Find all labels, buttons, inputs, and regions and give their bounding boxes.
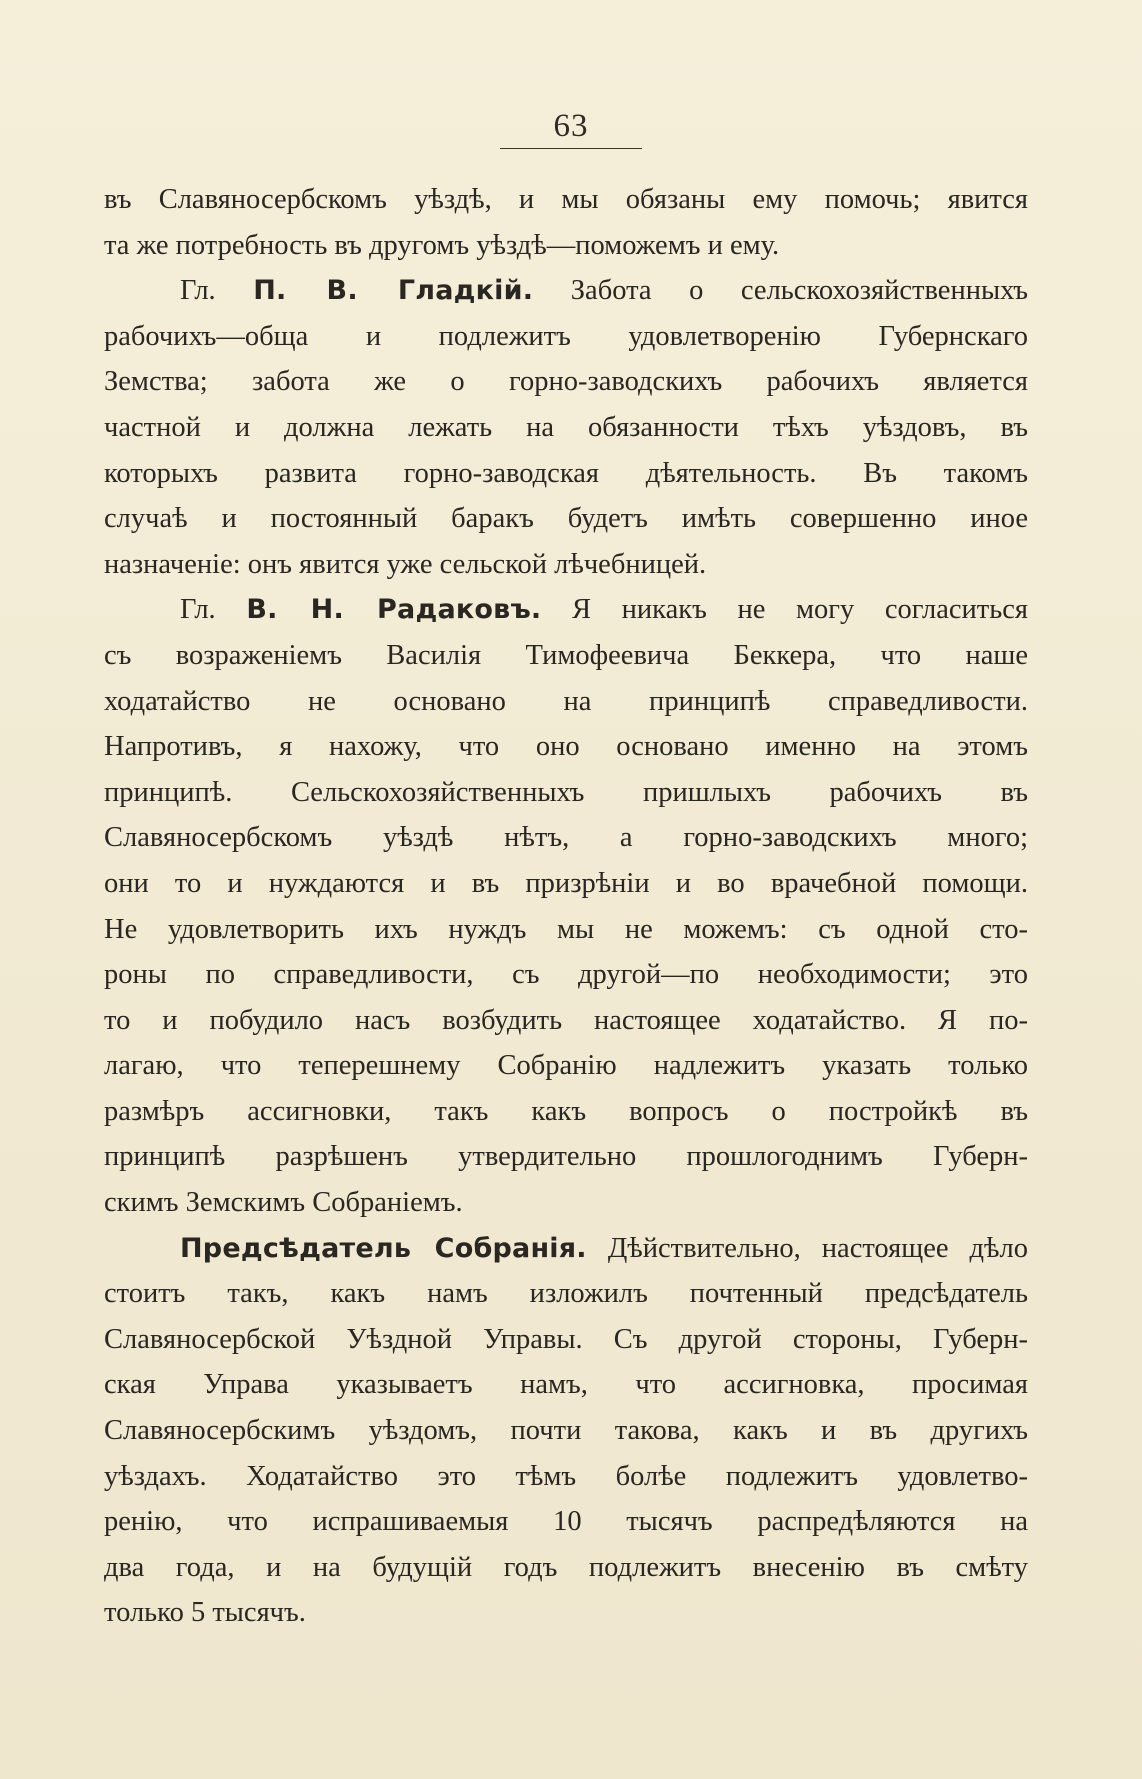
- text-line: въ Славяносербскомъ уѣздѣ, и мы обязаны ему помочь; явится: [104, 184, 1028, 215]
- text-line: [104, 1226, 1028, 1272]
- text-line: та же потребность въ другомъ уѣздѣ—поможемъ и ему.: [104, 229, 780, 261]
- text-line: роны по справедливости, съ другой—по необходимости; это: [104, 959, 1028, 991]
- speech-start: Забота о сельскохозяйственныхъ: [570, 275, 1029, 307]
- text-line: ходатайство не основано на принципѣ справедливости.: [104, 685, 1028, 717]
- text-line: ская Управа указываетъ намъ, что ассигновка, просимая: [104, 1369, 1028, 1401]
- text-line: стоитъ такъ, какъ намъ изложилъ почтенный предсѣдатель: [104, 1278, 1028, 1310]
- text-line: уѣздахъ. Ходатайство это тѣмъ болѣе подлежитъ удовлетво-: [104, 1460, 1028, 1492]
- speaker-prefix: Гл.: [180, 275, 216, 307]
- text-line: размѣръ ассигновки, такъ какъ вопросъ о постройкѣ въ: [104, 1095, 1028, 1127]
- text-line: Славяносербской Уѣздной Управы. Съ другой стороны, Губерн-: [104, 1323, 1028, 1355]
- text-line: Славяносербскимъ уѣздомъ, почти такова, какъ и въ другихъ: [104, 1415, 1028, 1447]
- text-line: Славяносербскомъ уѣздѣ нѣтъ, а горно-заводскихъ много;: [104, 822, 1028, 854]
- text-line: то и побудило насъ возбудить настоящее ходатайство. Я по-: [104, 1004, 1028, 1036]
- page-number-rule: [500, 148, 642, 149]
- page-number: 63: [553, 108, 589, 144]
- text-line: рабочихъ—обща и подлежитъ удовлетворенію Губернскаго: [104, 320, 1028, 352]
- text-line: [104, 268, 1028, 314]
- speech-start: Дѣйствительно, настоящее дѣло: [607, 1232, 1028, 1264]
- text-line: съ возраженіемъ Василія Тимофеевича Беккера, что наше: [104, 639, 1028, 671]
- text-line: принципѣ разрѣшенъ утвердительно прошлогоднимъ Губерн-: [104, 1141, 1028, 1173]
- text-line: Не удовлетворить ихъ нуждъ мы не можемъ: съ одной сто-: [104, 913, 1028, 945]
- text-line: два года, и на будущій годъ подлежитъ внесенію въ смѣту: [104, 1551, 1028, 1583]
- text-line: лагаю, что теперешнему Собранію надлежитъ указать только: [104, 1050, 1028, 1082]
- text-line: Напротивъ, я нахожу, что оно основано именно на этомъ: [104, 731, 1028, 763]
- text-line: они то и нуждаются и въ призрѣніи и во врачебной помощи.: [104, 867, 1028, 899]
- speaker-name: В. Н. Радаковъ.: [246, 594, 542, 626]
- text-line: случаѣ и постоянный баракъ будетъ имѣть совершенно иное: [104, 503, 1028, 535]
- paragraph: [104, 587, 1028, 1225]
- speaker-prefix: Гл.: [180, 594, 216, 626]
- text-line: принципѣ. Сельскохозяйственныхъ пришлыхъ рабочихъ въ: [104, 776, 1028, 808]
- speech-start: Я никакъ не могу согласиться: [572, 594, 1028, 626]
- body-text: [104, 177, 1028, 1636]
- text-line: назначеніе: онъ явится уже сельской лѣчебницей.: [104, 548, 707, 580]
- text-line: частной и должна лежать на обязанности тѣхъ уѣздовъ, въ: [104, 411, 1028, 443]
- text-line: Земства; забота же о горно-заводскихъ рабочихъ является: [104, 366, 1028, 398]
- text-line: [104, 587, 1028, 633]
- text-line: ренію, что испрашиваемыя 10 тысячъ распредѣляются на: [104, 1506, 1028, 1538]
- text-line: которыхъ развита горно-заводская дѣятельность. Въ такомъ: [104, 457, 1028, 489]
- text-line: скимъ Земскимъ Собраніемъ.: [104, 1187, 463, 1219]
- speaker-name: Предсѣдатель Собранія.: [180, 1232, 587, 1264]
- paragraph: [104, 177, 1028, 268]
- speaker-name: П. В. Гладкій.: [253, 275, 534, 307]
- paragraph: [104, 1226, 1028, 1636]
- paragraph: [104, 268, 1028, 587]
- text-line: только 5 тысячъ.: [104, 1597, 306, 1629]
